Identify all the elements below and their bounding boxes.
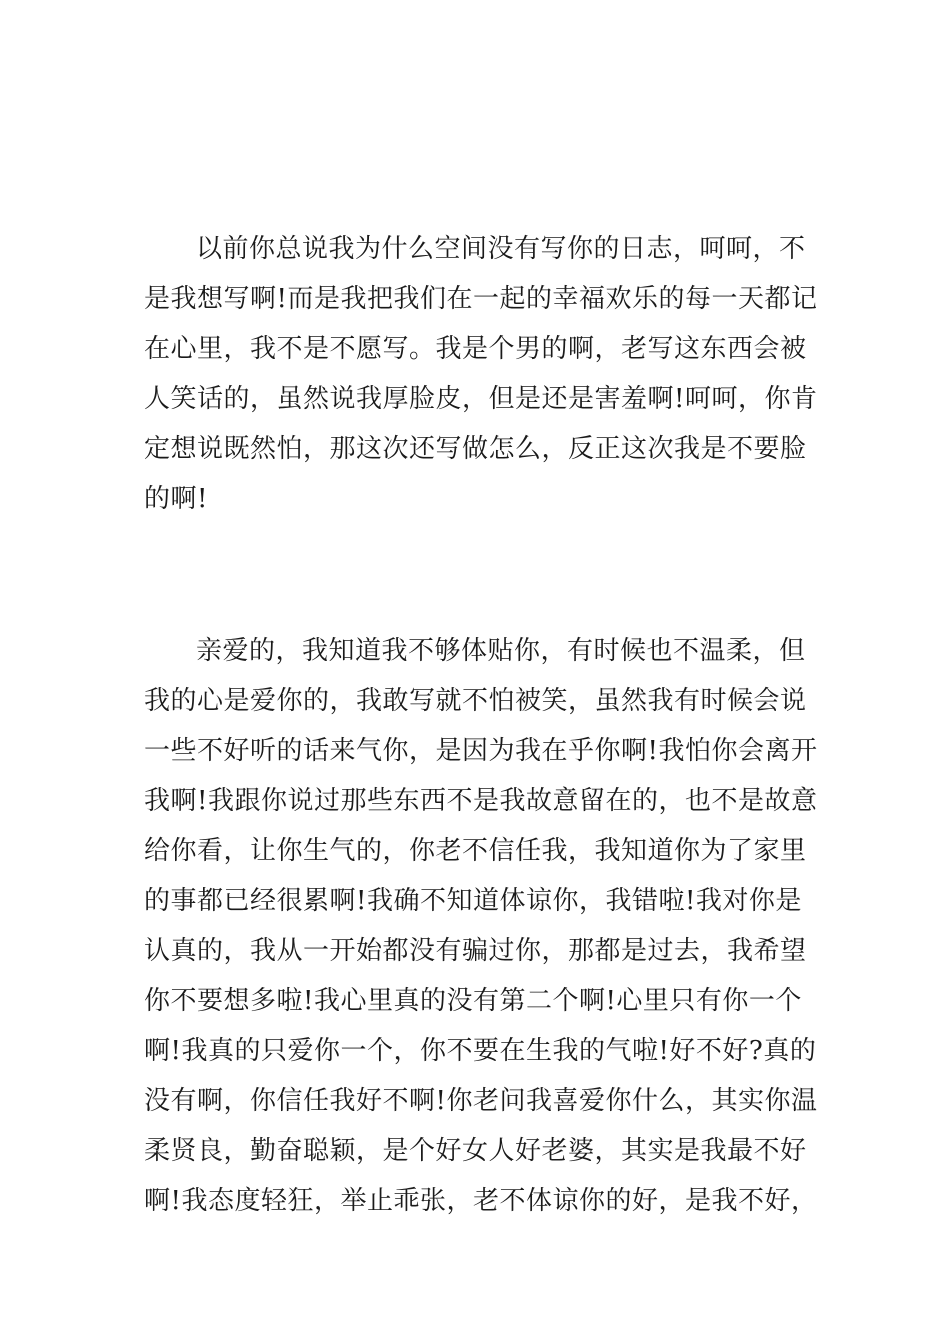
text-line: 是我想写啊!而是我把我们在一起的幸福欢乐的每一天都记 <box>144 284 818 314</box>
paragraph-2 <box>144 626 824 1226</box>
text-line: 我的心是爱你的，我敢写就不怕被笑，虽然我有时候会说 <box>144 686 807 716</box>
paragraph-1 <box>144 224 824 524</box>
text-line: 认真的，我从一开始都没有骗过你，那都是过去，我希望 <box>144 936 807 966</box>
text-line: 我啊!我跟你说过那些东西不是我故意留在的，也不是故意 <box>144 786 818 816</box>
text-line: 定想说既然怕，那这次还写做怎么，反正这次我是不要脸 <box>144 434 807 464</box>
text-line: 给你看，让你生气的，你老不信任我，我知道你为了家里 <box>144 836 807 866</box>
text-line: 柔贤良，勤奋聪颖，是个好女人好老婆，其实是我最不好 <box>144 1136 807 1166</box>
text-line: 人笑话的，虽然说我厚脸皮，但是还是害羞啊!呵呵，你肯 <box>144 384 818 414</box>
text-line: 的事都已经很累啊!我确不知道体谅你，我错啦!我对你是 <box>144 886 802 916</box>
text-line: 你不要想多啦!我心里真的没有第二个啊!心里只有你一个 <box>144 986 802 1016</box>
text-line: 亲爱的，我知道我不够体贴你，有时候也不温柔，但 <box>196 636 806 666</box>
text-line: 以前你总说我为什么空间没有写你的日志，呵呵，不 <box>196 234 806 264</box>
text-line: 啊!我态度轻狂，举止乖张，老不体谅你的好，是我不好， <box>144 1186 818 1216</box>
text-line: 在心里，我不是不愿写。我是个男的啊，老写这东西会被 <box>144 334 807 364</box>
text-line: 的啊! <box>144 484 208 514</box>
text-line: 啊!我真的只爱你一个，你不要在生我的气啦!好不好?真的 <box>144 1036 817 1066</box>
text-line: 没有啊，你信任我好不啊!你老问我喜爱你什么，其实你温 <box>144 1086 818 1116</box>
text-line: 一些不好听的话来气你，是因为我在乎你啊!我怕你会离开 <box>144 736 818 766</box>
